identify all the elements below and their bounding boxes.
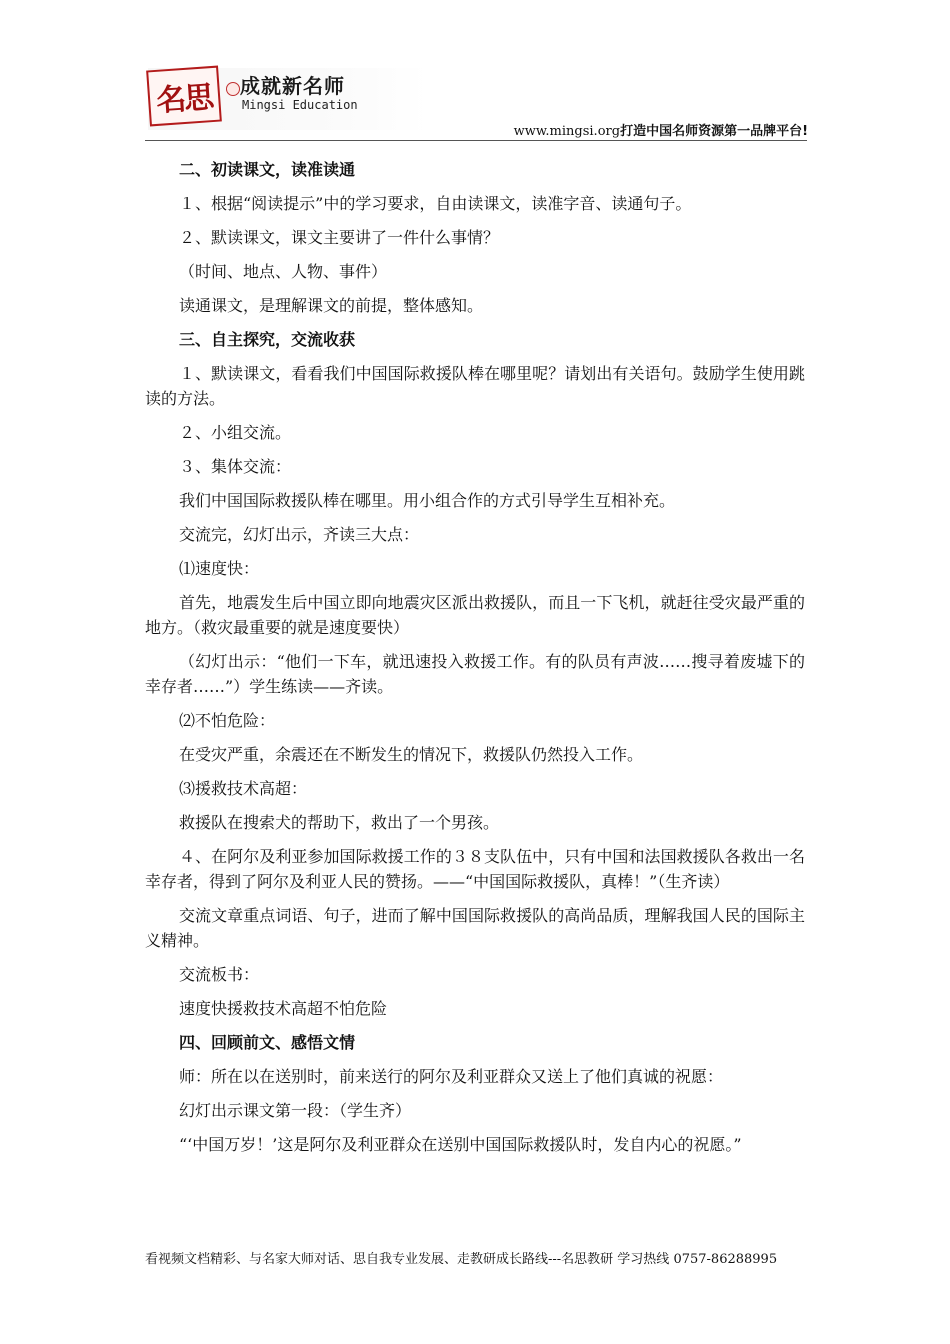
header-divider (145, 140, 807, 141)
document-body (145, 148, 805, 1157)
header-slogan (514, 120, 808, 139)
body-paragraph: １、根据“阅读提示”中的学习要求，自由读课文，读准字音、读通句子。 (179, 194, 692, 213)
logo-dot-icon (226, 82, 240, 96)
body-paragraph: “‘中国万岁！’这是阿尔及利亚群众在送别中国国际救援队时，发自内心的祝愿。” (179, 1135, 742, 1154)
body-paragraph: （幻灯出示：“他们一下车，就迅速投入救援工作。有的队员有声波……搜寻着废墟下的幸存者……”）学生练读——齐读。 (145, 652, 805, 696)
body-paragraph: 救援队在搜索犬的帮助下，救出了一个男孩。 (179, 813, 500, 832)
body-paragraph: ３、集体交流： (179, 457, 292, 476)
body-paragraph: 师：所在以在送别时，前来送行的阿尔及利亚群众又送上了他们真诚的祝愿： (179, 1067, 724, 1086)
site-url[interactable]: www.mingsi.org (513, 124, 621, 139)
logo-seal: 名思 (146, 66, 222, 127)
section-heading: 三、自主探究，交流收获 (179, 330, 356, 349)
body-paragraph: ⑵不怕危险： (179, 711, 276, 730)
page-footer: 看视频文档精彩、与名家大师对话、思自我专业发展、走教研成长路线---名思教研 学习热线 0757-86288995 (145, 1252, 778, 1267)
body-paragraph: ２、小组交流。 (179, 423, 292, 442)
slogan-text: 打造中国名师资源第一品牌平台! (620, 124, 808, 139)
brand-name-en: Mingsi Education (242, 98, 358, 112)
body-paragraph: 交流完，幻灯出示，齐读三大点： (179, 525, 420, 544)
section-heading: 二、初读课文，读准读通 (179, 160, 356, 179)
body-paragraph: ⑴速度快： (179, 559, 260, 578)
mingsi-logo (148, 68, 428, 130)
body-paragraph: ４、在阿尔及利亚参加国际救援工作的３８支队伍中，只有中国和法国救援队各救出一名幸存者，得到了阿尔及利亚人民的赞扬。——“中国国际救援队，真棒！”（生齐读） (145, 847, 805, 891)
body-paragraph: 幻灯出示课文第一段：（学生齐） (179, 1101, 412, 1120)
section-heading: 四、回顾前文、感悟文情 (179, 1033, 356, 1052)
body-paragraph: 在受灾严重，余震还在不断发生的情况下，救援队仍然投入工作。 (179, 745, 644, 764)
body-paragraph: １、默读课文，看看我们中国国际救援队棒在哪里呢？请划出有关语句。鼓励学生使用跳读的方法。 (145, 364, 805, 408)
body-paragraph: 读通课文，是理解课文的前提，整体感知。 (179, 296, 484, 315)
body-paragraph: （时间、地点、人物、事件） (179, 262, 388, 281)
body-paragraph: 我们中国国际救援队棒在哪里。用小组合作的方式引导学生互相补充。 (179, 491, 676, 510)
body-paragraph: ⑶援救技术高超： (179, 779, 308, 798)
body-paragraph: 首先，地震发生后中国立即向地震灾区派出救援队，而且一下飞机，就赶往受灾最严重的地方。（救灾最重要的就是速度要快） (145, 593, 805, 637)
body-paragraph: ２、默读课文，课文主要讲了一件什么事情？ (179, 228, 500, 247)
brand-name-cn: 成就新名师 (240, 74, 345, 98)
body-paragraph: 交流文章重点词语、句子，进而了解中国国际救援队的高尚品质，理解我国人民的国际主义精神。 (145, 906, 805, 950)
body-paragraph: 速度快援救技术高超不怕危险 (179, 999, 388, 1018)
body-paragraph: 交流板书： (179, 965, 260, 984)
